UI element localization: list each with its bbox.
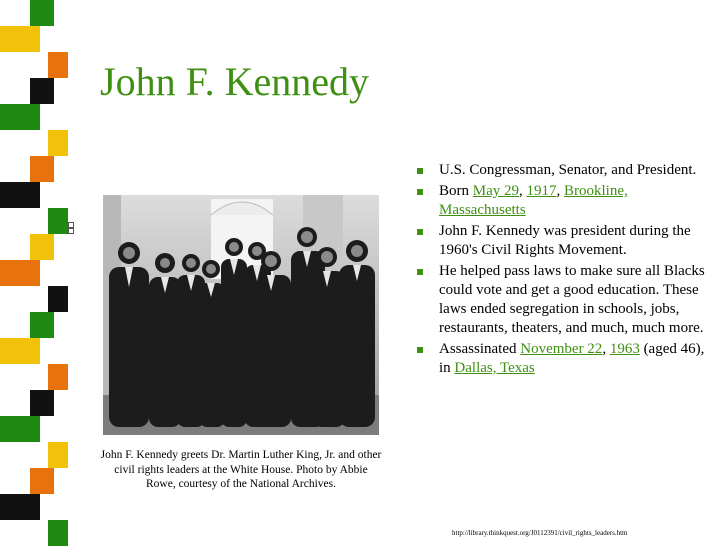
stripe-segment xyxy=(48,286,68,312)
stripe-segment xyxy=(30,0,54,26)
stripe-segment xyxy=(48,442,68,468)
death-date-link[interactable]: November 22 xyxy=(520,341,603,357)
death-place-link[interactable]: Dallas, Texas xyxy=(454,360,535,376)
bullet-item xyxy=(415,340,710,378)
square-bullet-icon xyxy=(417,168,423,174)
bullet-item xyxy=(415,161,710,180)
square-bullet-icon xyxy=(417,229,423,235)
bullet-text: U.S. Congressman, Senator, and President. xyxy=(439,162,697,178)
stripe-segment xyxy=(30,156,54,182)
stripe-segment xyxy=(0,182,40,208)
stripe-segment xyxy=(30,78,54,104)
stripe-segment xyxy=(0,416,40,442)
birth-date-link[interactable]: May 29 xyxy=(472,183,519,199)
bullet-text: He helped pass laws to make sure all Blacks could vote and get a good education. These laws ended segregation in schools, jobs, restaurants, theaters, and much, much more. xyxy=(439,263,705,336)
stripe-segment xyxy=(48,130,68,156)
birth-year-link[interactable]: 1917 xyxy=(526,183,557,199)
death-year-link[interactable]: 1963 xyxy=(609,341,640,357)
separator-text: , xyxy=(602,341,610,357)
separator-text: , xyxy=(556,183,564,199)
stripe-segment xyxy=(0,26,40,52)
stripe-segment xyxy=(48,52,68,78)
square-bullet-icon xyxy=(417,347,423,353)
bullet-text: Born xyxy=(439,183,473,199)
bullet-item xyxy=(415,182,710,220)
stripe-segment xyxy=(0,104,40,130)
separator-text: , xyxy=(519,183,527,199)
bullet-item xyxy=(415,262,710,338)
slide-title: John F. Kennedy xyxy=(100,59,370,104)
stripe-segment xyxy=(0,338,40,364)
slide-handle-icon xyxy=(68,221,76,233)
stripe-segment xyxy=(30,468,54,494)
stripe-segment xyxy=(30,312,54,338)
civil-rights-leaders-photo xyxy=(103,195,379,435)
stripe-segment xyxy=(30,234,54,260)
stripe-segment xyxy=(0,494,40,520)
bullet-list xyxy=(415,161,710,380)
photo-caption: John F. Kennedy greets Dr. Martin Luther King, Jr. and other civil rights leaders at the White House. Photo by Abbie Rowe, courtesy of the National Archives. xyxy=(100,449,382,490)
stripe-segment xyxy=(0,260,40,286)
bullet-text: Assassinated xyxy=(439,341,521,357)
stripe-segment xyxy=(30,390,54,416)
bullet-item xyxy=(415,222,710,260)
source-url: http://library.thinkquest.org/J0112391/civil_rights_leaders.htm xyxy=(452,529,628,537)
bullet-text: (aged 46), in xyxy=(439,341,705,376)
stripe-segment xyxy=(48,520,68,546)
square-bullet-icon xyxy=(417,189,423,195)
bullet-text: John F. Kennedy was president during the 1960's Civil Rights Movement. xyxy=(439,223,691,258)
stripe-segment xyxy=(48,208,68,234)
stripe-segment xyxy=(48,364,68,390)
decorative-stripe-bar xyxy=(0,0,68,540)
birthplace-link[interactable]: Brookline, Massachusetts xyxy=(439,183,628,218)
square-bullet-icon xyxy=(417,269,423,275)
